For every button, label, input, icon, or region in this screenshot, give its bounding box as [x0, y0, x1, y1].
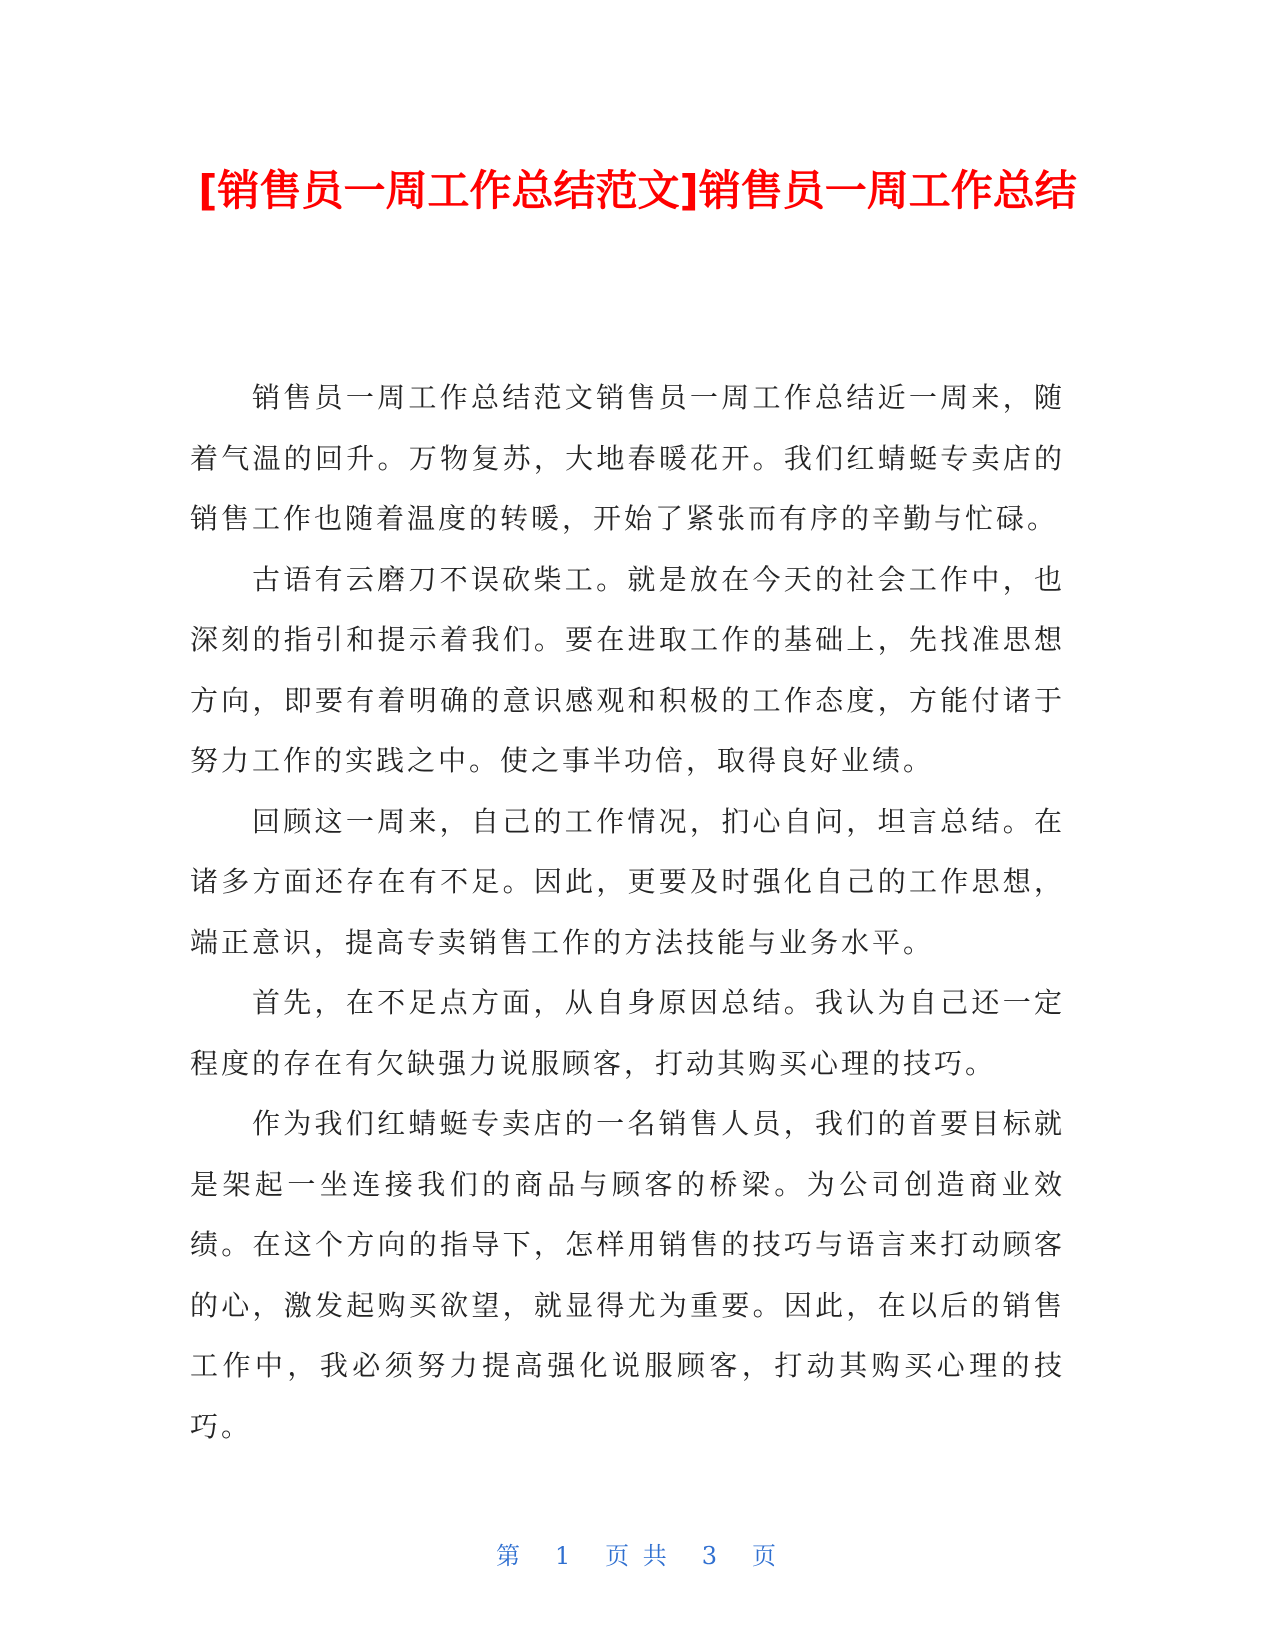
footer-page-suffix: 页 [751, 1542, 779, 1570]
paragraph-intro: 销售员一周工作总结范文销售员一周工作总结近一周来，随着气温的回升。万物复苏，大地春暖花开。我们红蜻蜓专卖店的销售工作也随着温度的转暖，开始了紧张而有序的辛勤与忙碌。 [190, 381, 1065, 535]
document-title: [销售员一周工作总结范文]销售员一周工作总结 [198, 166, 1077, 215]
paragraph-proverb: 古语有云磨刀不误砍柴工。就是放在今天的社会工作中，也深刻的指引和提示着我们。要在进取工作的基础上，先找准思想方向，即要有着明确的意识感观和积极的工作态度，方能付诸于努力工作的实践之中。使之事半功倍，取得良好业绩。 [190, 562, 1065, 777]
footer-current-page: 1 [554, 1542, 574, 1570]
footer-total-pages: 3 [701, 1542, 721, 1570]
paragraph-review: 回顾这一周来，自己的工作情况，扪心自问，坦言总结。在诸多方面还存在有不足。因此，更要及时强化自己的工作思想，端正意识，提高专卖销售工作的方法技能与业务水平。 [190, 804, 1065, 959]
footer-page-prefix: 第 [496, 1542, 524, 1570]
page-footer [0, 1536, 1275, 1571]
footer-page-middle: 页 共 [605, 1542, 670, 1570]
document-body [190, 368, 1065, 1457]
paragraph-shortcomings: 首先，在不足点方面，从自身原因总结。我认为自己还一定程度的存在有欠缺强力说服顾客，打动其购买心理的技巧。 [190, 986, 1065, 1080]
paragraph-goals: 作为我们红蜻蜓专卖店的一名销售人员，我们的首要目标就是架起一坐连接我们的商品与顾客的桥梁。为公司创造商业效绩。在这个方向的指导下，怎样用销售的技巧与语言来打动顾客的心，激发起购买欲望，就显得尤为重要。因此，在以后的销售工作中，我必须努力提高强化说服顾客，打动其购买心理的技巧。 [190, 1107, 1065, 1443]
